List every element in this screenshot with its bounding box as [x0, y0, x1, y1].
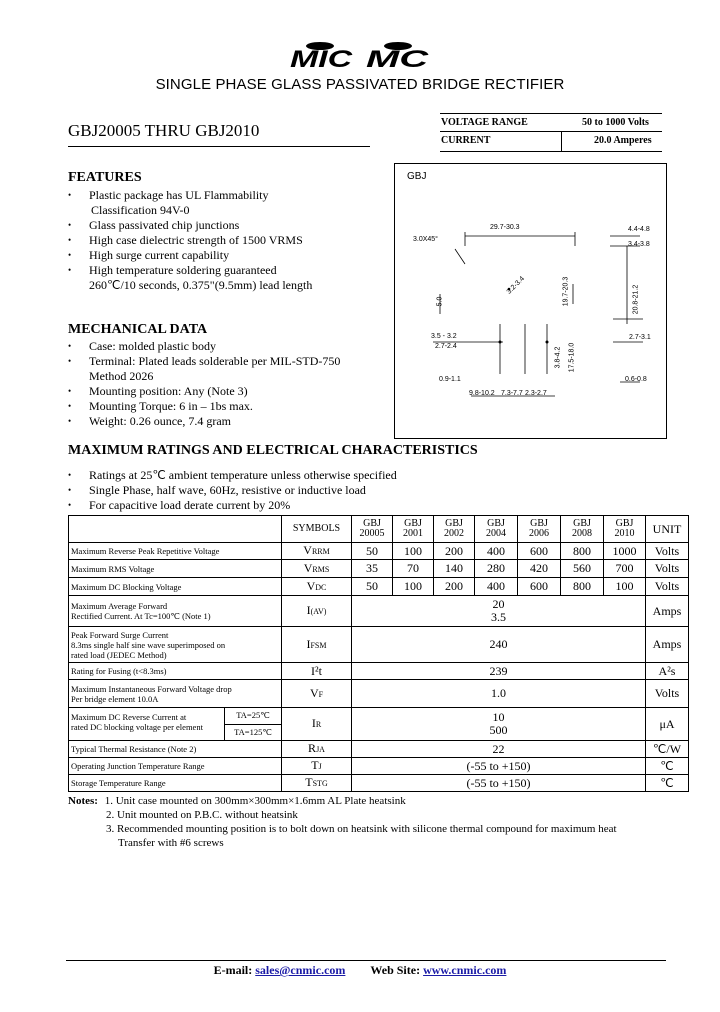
spec-mid-rule: [440, 131, 662, 132]
svg-text:MIC: MIC: [290, 46, 353, 68]
dim-label: 3.2-3.4: [505, 275, 527, 296]
table-row: Rating for Fusing (t<8.3ms) I²t 239 A²s: [69, 663, 689, 680]
feature-item-cont: 260℃/10 seconds, 0.375"(9.5mm) lead length: [89, 278, 313, 292]
condition-item: • For capacitive load derate current by 20%: [68, 498, 568, 513]
mechanical-item: • Terminal: Plated leads solderable per MIL-STD-750: [68, 354, 388, 369]
ratings-conditions: [68, 468, 568, 513]
table-row: Maximum DC Blocking Voltage VDC 50 100 200 400 600 800 100 Volts: [69, 578, 689, 596]
unit-header: UNIT: [646, 516, 689, 543]
feature-item: • High surge current capability: [68, 248, 388, 263]
note-item: Transfer with #6 screws: [118, 837, 224, 849]
mechanical-item: • Mounting Torque: 6 in – 1bs max.: [68, 399, 388, 414]
table-row: Maximum Reverse Peak Repetitive Voltage VRRM 50 100 200 400 600 800 1000 Volts: [69, 543, 689, 560]
note-item: 3. Recommended mounting position is to bolt down on heatsink with silicone thermal compound for maximum heat: [106, 823, 617, 835]
condition-item: • Ratings at 25℃ ambient temperature unless otherwise specified: [68, 468, 568, 483]
dim-label: 2.7-2.4: [435, 343, 457, 350]
table-row: Storage Temperature Range TSTG (-55 to +150) ℃: [69, 775, 689, 792]
feature-item: • Plastic package has UL Flammability: [68, 188, 388, 203]
mechanical-list: [68, 339, 388, 429]
web-label: Web Site:: [370, 963, 421, 977]
mechanical-heading: MECHANICAL DATA: [68, 322, 208, 337]
symbols-header: SYMBOLS: [282, 516, 352, 543]
feature-item: • Glass passivated chip junctions: [68, 218, 388, 233]
notes-label: Notes:: [68, 795, 98, 807]
ratings-heading: MAXIMUM RATINGS AND ELECTRICAL CHARACTERISTICS: [68, 443, 478, 458]
dim-label: 5.0: [436, 296, 444, 307]
svg-text:MC: MC: [366, 46, 430, 68]
mechanical-item-cont: Method 2026: [89, 369, 154, 383]
dim-label: 4.4-4.8: [628, 226, 650, 233]
table-row: Maximum Instantaneous Forward Voltage drop Per bridge element 10.0A VF 1.0 Volts: [69, 680, 689, 708]
mic-logo-icon: [290, 38, 430, 68]
feature-item: • High temperature soldering guaranteed: [68, 263, 388, 278]
footer-rule: [66, 960, 666, 961]
dim-label: 29.7-30.3: [490, 224, 520, 231]
dim-label: 2.3-2.7: [525, 390, 547, 397]
spec-divider: [561, 131, 562, 152]
spec-bottom-rule: [440, 151, 662, 152]
table-row: Operating Junction Temperature Range TJ (-55 to +150) ℃: [69, 758, 689, 775]
package-diagram: [394, 163, 667, 439]
part-header: GBJ 2010: [604, 516, 646, 543]
table-row: Maximum DC Reverse Current at rated DC blocking voltage per element TA=25℃ TA=125℃ IR 10 500 μA: [69, 708, 689, 741]
condition-item: • Single Phase, half wave, 60Hz, resistive or inductive load: [68, 483, 568, 498]
part-header: GBJ 2002: [434, 516, 475, 543]
features-list: [68, 188, 388, 293]
table-row: Peak Forward Surge Current 8.3ms single half sine wave superimposed on rated load (JEDEC Method) IFSM 240 Amps: [69, 627, 689, 663]
dim-label: 19.7-20.3: [562, 276, 570, 307]
dim-label: 20.8-21.2: [632, 284, 640, 315]
web-link[interactable]: www.cnmic.com: [423, 963, 507, 977]
dim-label: 3.5 - 3.2: [431, 333, 457, 340]
table-header-row: [69, 516, 689, 543]
dim-label: 3.8-4.2: [554, 346, 562, 369]
dim-label: 0.9-1.1: [439, 376, 461, 383]
part-header: GBJ 2004: [475, 516, 518, 543]
mechanical-item: • Mounting position: Any (Note 3): [68, 384, 388, 399]
mechanical-item: • Case: molded plastic body: [68, 339, 388, 354]
notes: [68, 794, 617, 850]
spec-voltage-label: VOLTAGE RANGE: [441, 117, 528, 128]
spec-current-value: 20.0 Amperes: [594, 135, 652, 146]
feature-item-cont: Classification 94V-0: [91, 203, 190, 217]
note-item: 2. Unit mounted on P.B.C. without heatsink: [106, 809, 298, 821]
table-row: Maximum RMS Voltage VRMS 35 70 140 280 420 560 700 Volts: [69, 560, 689, 578]
footer: [0, 963, 720, 978]
ratings-table: [68, 515, 689, 792]
spec-current-label: CURRENT: [441, 135, 491, 146]
dim-label: 3.0X45°: [413, 236, 438, 243]
features-heading: FEATURES: [68, 170, 142, 185]
email-link[interactable]: sales@cnmic.com: [255, 963, 346, 977]
table-row: Typical Thermal Resistance (Note 2) RJA 22 ℃/W: [69, 741, 689, 758]
note-item: 1. Unit case mounted on 300mm×300mm×1.6mm AL Plate heatsink: [104, 795, 406, 807]
part-header: GBJ 2008: [561, 516, 604, 543]
brand-logo: [290, 38, 430, 68]
table-row: Maximum Average Forward Rectified Current. At Tc=100℃ (Note 1) I(AV) 20 3.5 Amps: [69, 596, 689, 627]
package-name: GBJ: [407, 171, 427, 182]
part-header: GBJ 2006: [518, 516, 561, 543]
part-header: GBJ 20005: [352, 516, 393, 543]
email-label: E-mail:: [213, 963, 253, 977]
dim-label: 0.6-0.8: [625, 376, 647, 383]
model-underline: [68, 146, 370, 147]
spec-top-rule: [440, 113, 662, 114]
mechanical-item: • Weight: 0.26 ounce, 7.4 gram: [68, 414, 388, 429]
dim-label: 7.3-7.7: [501, 390, 523, 397]
document-title: SINGLE PHASE GLASS PASSIVATED BRIDGE RECTIFIER: [155, 76, 565, 93]
dim-label: 17.5-18.0: [568, 342, 576, 373]
feature-item: • High case dielectric strength of 1500 VRMS: [68, 233, 388, 248]
spec-voltage-value: 50 to 1000 Volts: [582, 117, 649, 128]
dim-label: 9.8-10.2: [469, 390, 495, 397]
part-header: GBJ 2001: [393, 516, 434, 543]
model-range: GBJ20005 THRU GBJ2010: [68, 121, 260, 140]
dim-label: 2.7-3.1: [629, 334, 651, 341]
dim-label: 3.4-3.8: [628, 241, 650, 248]
